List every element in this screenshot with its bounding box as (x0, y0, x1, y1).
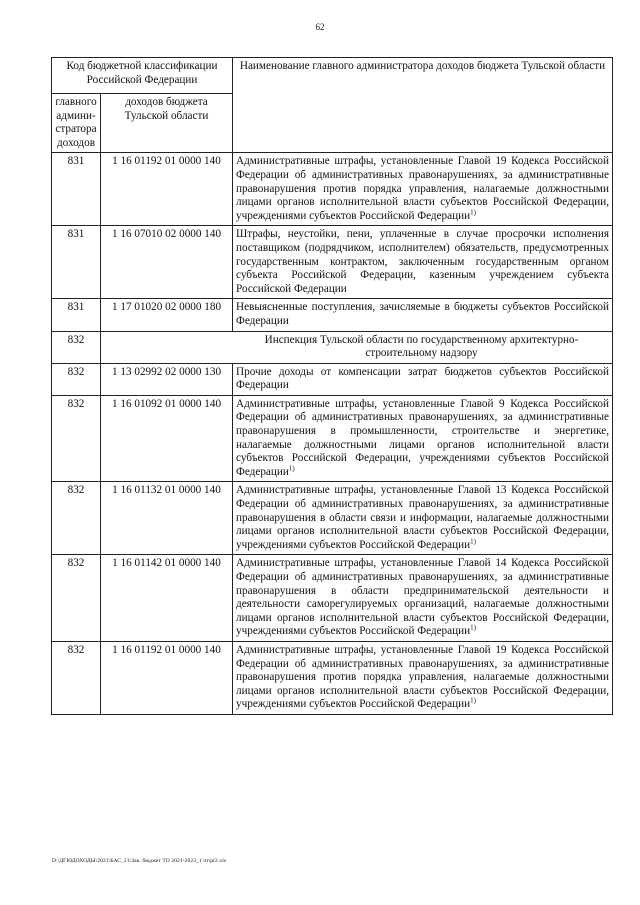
table-row (52, 641, 613, 714)
admin-code-cell: 831 (52, 153, 101, 226)
admin-code-cell: 831 (52, 299, 101, 331)
table-row (52, 363, 613, 395)
income-code-cell: 1 16 01092 01 0000 140 (101, 395, 233, 482)
description-text: Административные штрафы, установленные Главой 13 Кодекса Российской Федерации об административных правонарушениях, за административные правонарушения в области связи и информации, налагаемые должностными лицами органов исполнительной власти субъектов Российской Федерации, учреждениями субъектов Российской Федерации (236, 484, 609, 551)
footer-file-path: D:\ДГЮДОХОДЫ\2021\БАС_21\Зак. бюджет ТО 2021-2023_1 чт\pr2.xls (52, 858, 227, 864)
income-code-cell: 1 16 07010 02 0000 140 (101, 226, 233, 299)
table-row (52, 226, 613, 299)
admin-code-cell: 831 (52, 226, 101, 299)
admin-code-cell: 832 (52, 363, 101, 395)
description-text: Административные штрафы, установленные Главой 19 Кодекса Российской Федерации об административных правонарушениях, за административные правонарушения против порядка управления, налагаемые должностными лицами органов исполнительной власти субъектов Российской Федерации, учреждениями субъектов Российской Федерации (236, 643, 609, 711)
header-name-group: Наименование главного администратора доходов бюджета Тульской области (233, 58, 613, 153)
page-number: 62 (315, 22, 325, 32)
income-code-cell: 1 13 02992 02 0000 130 (101, 363, 233, 395)
header-col-income: доходов бюджета Тульской области (101, 94, 233, 153)
admin-code-cell: 832 (52, 482, 101, 555)
income-administrators-table (51, 57, 613, 715)
table-row (52, 153, 613, 226)
table-row (52, 482, 613, 555)
description-text: Административные штрафы, установленные Главой 9 Кодекса Российской Федерации об административных правонарушениях, за административные правонарушения в промышленности, строительстве и энергетике, налагаемые должностными лицами органов исполнительной власти субъектов Российской Федерации, учреждениями субъектов Российской Федерации (236, 397, 609, 478)
description-text: Невыясненные поступления, зачисляемые в бюджеты субъектов Российской Федерации (236, 301, 609, 327)
admin-code-cell: 832 (52, 331, 101, 363)
admin-code-cell: 832 (52, 641, 101, 714)
footnote-marker: 1) (470, 208, 476, 217)
footnote-marker: 1) (470, 696, 476, 705)
admin-code-cell: 832 (52, 555, 101, 642)
description-text: Прочие доходы от компенсации затрат бюджетов субъектов Российской Федерации (236, 365, 609, 392)
description-cell (233, 363, 613, 395)
income-code-cell: 1 17 01020 02 0000 180 (101, 299, 233, 331)
description-cell (233, 555, 613, 642)
admin-code-cell: 832 (52, 395, 101, 482)
footnote-marker: 1) (470, 537, 476, 546)
section-title-cell: Инспекция Тульской области по государственному архитектурно-строительному надзору (101, 331, 613, 363)
table-body (52, 153, 613, 715)
header-col-admin: главного админи-стратора доходов (52, 94, 101, 153)
description-cell (233, 395, 613, 482)
section-row (52, 331, 613, 363)
income-code-cell: 1 16 01192 01 0000 140 (101, 153, 233, 226)
income-code-cell: 1 16 01132 01 0000 140 (101, 482, 233, 555)
income-code-cell: 1 16 01142 01 0000 140 (101, 555, 233, 642)
description-text: Штрафы, неустойки, пени, уплаченные в случае просрочки исполнения поставщиком (подрядчиком, исполнителем) обязательств, предусмотренных государственным контрактом, заключенным государственным органом субъекта Российской Федерации, казенным учреждением субъекта Российской Федерации (236, 228, 609, 295)
income-code-cell: 1 16 01192 01 0000 140 (101, 641, 233, 714)
header-row-1 (52, 58, 613, 94)
description-cell (233, 641, 613, 714)
footnote-marker: 1) (470, 623, 476, 632)
description-cell (233, 153, 613, 226)
table-row (52, 395, 613, 482)
footnote-marker: 1) (288, 464, 295, 473)
table-row (52, 299, 613, 331)
description-cell (233, 299, 613, 331)
description-cell (233, 226, 613, 299)
description-text: Административные штрафы, установленные Главой 19 Кодекса Российской Федерации об административных правонарушениях, за административные правонарушения против порядка управления, налагаемые должностными лицами органов исполнительной власти субъектов Российской Федерации, учреждениями субъектов Российской Федерации (236, 155, 609, 222)
table-row (52, 555, 613, 642)
description-text: Административные штрафы, установленные Главой 14 Кодекса Российской Федерации об административных правонарушениях, за административные правонарушения в области предпринимательской деятельности и деятельности саморегулируемых организаций, налагаемые должностными лицами органов исполнительной власти субъектов Российской Федерации, учреждениями субъектов Российской Федерации (236, 557, 609, 638)
header-code-group: Код бюджетной классификации Российской Федерации (52, 58, 233, 94)
description-cell (233, 482, 613, 555)
